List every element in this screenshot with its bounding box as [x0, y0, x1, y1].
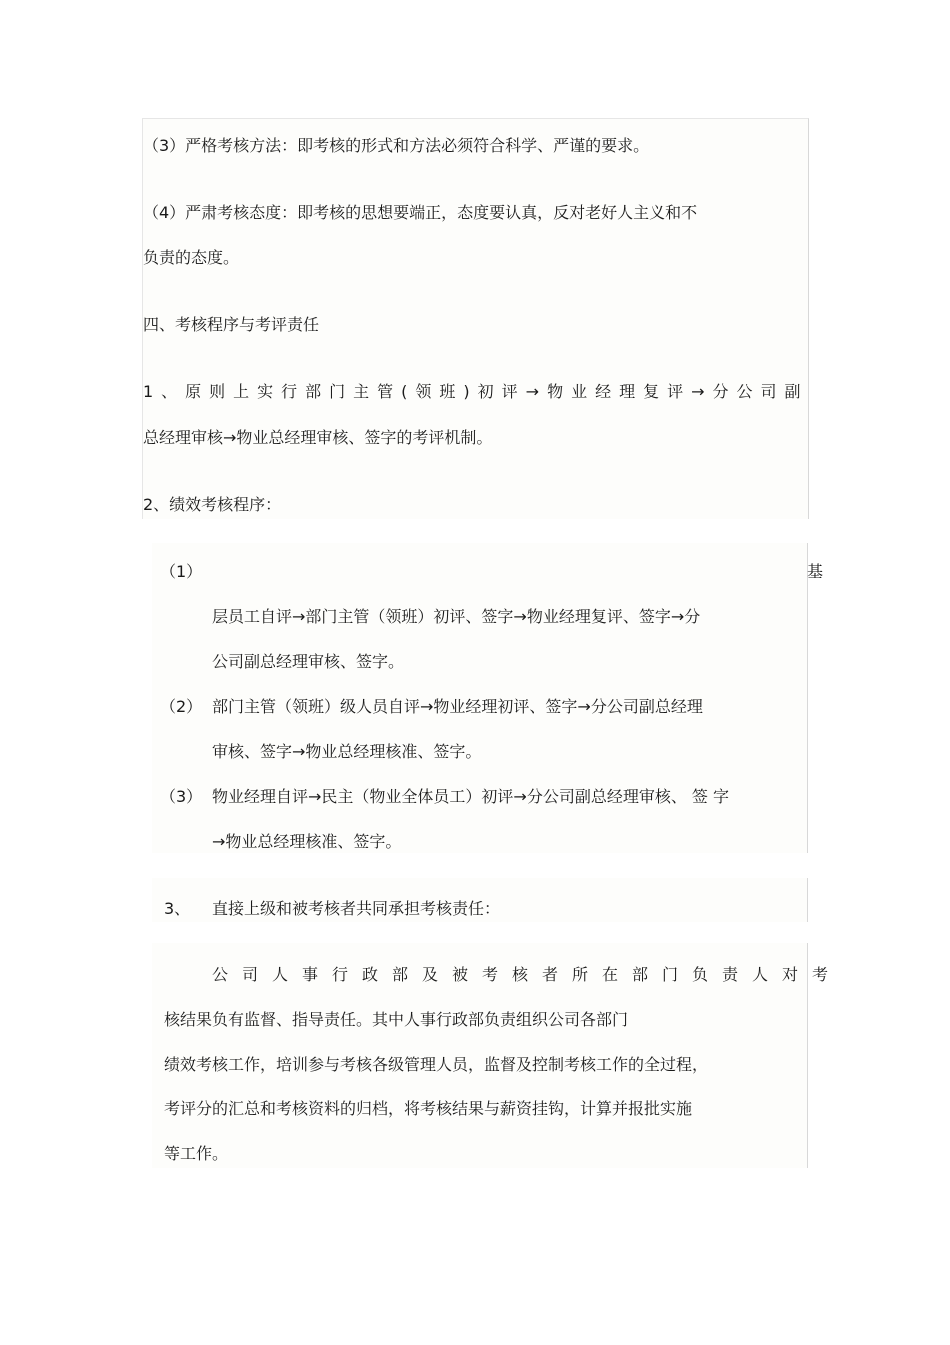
sub-item-2-line-2: 审核、签字→物业总经理核准、签字。 [212, 742, 482, 761]
paragraph-3-body-line-5: 等工作。 [164, 1144, 229, 1163]
sub-item-2-line-1: 部门主管（领班）级人员自评→物业经理初评、签字→分公司副总经理 [212, 697, 703, 716]
paragraph-1-line-1: 1、原则上实行部门主管(领班)初评→物业经理复评→分公司副 [143, 382, 809, 401]
sub-item-2-number: （2） [160, 697, 203, 716]
sub-item-3-line-1: 物业经理自评→民主（物业全体员工）初评→分公司副总经理审核、 签 字 [212, 787, 729, 806]
item-4-line-1: （4）严肃考核态度：即考核的思想要端正，态度要认真，反对老好人主义和不 [143, 203, 698, 222]
paragraph-3-number: 3、 [164, 899, 191, 918]
paragraph-2-title: 2、绩效考核程序： [143, 495, 282, 514]
sub-item-1-line-3: 公司副总经理审核、签字。 [212, 652, 405, 671]
paragraph-3-body-line-1: 公司人事行政部及被考核者所在部门负责人对考 [212, 965, 843, 984]
sub-item-1-line-2: 层员工自评→部门主管（领班）初评、签字→物业经理复评、签字→分 [212, 607, 701, 626]
paragraph-3-body-line-2: 核结果负有监督、指导责任。其中人事行政部负责组织公司各部门 [164, 1010, 629, 1029]
sub-item-1-tail: 基 [807, 562, 824, 581]
section-title: 四、考核程序与考评责任 [143, 315, 320, 334]
paragraph-3-body-line-3: 绩效考核工作，培训参与考核各级管理人员，监督及控制考核工作的全过程， [164, 1055, 709, 1074]
paragraph-1-line-2: 总经理审核→物业总经理审核、签字的考评机制。 [143, 428, 493, 447]
sub-item-1-number: （1） [160, 562, 203, 581]
item-4-line-2: 负责的态度。 [143, 248, 240, 267]
paragraph-3-title: 直接上级和被考核者共同承担考核责任： [212, 899, 501, 918]
sub-item-3-number: （3） [160, 787, 203, 806]
paragraph-3-body-line-4: 考评分的汇总和考核资料的归档，将考核结果与薪资挂钩，计算并报批实施 [164, 1099, 693, 1118]
sub-item-3-line-2: →物业总经理核准、签字。 [212, 832, 402, 851]
item-3: （3）严格考核方法：即考核的形式和方法必须符合科学、严谨的要求。 [143, 136, 650, 155]
